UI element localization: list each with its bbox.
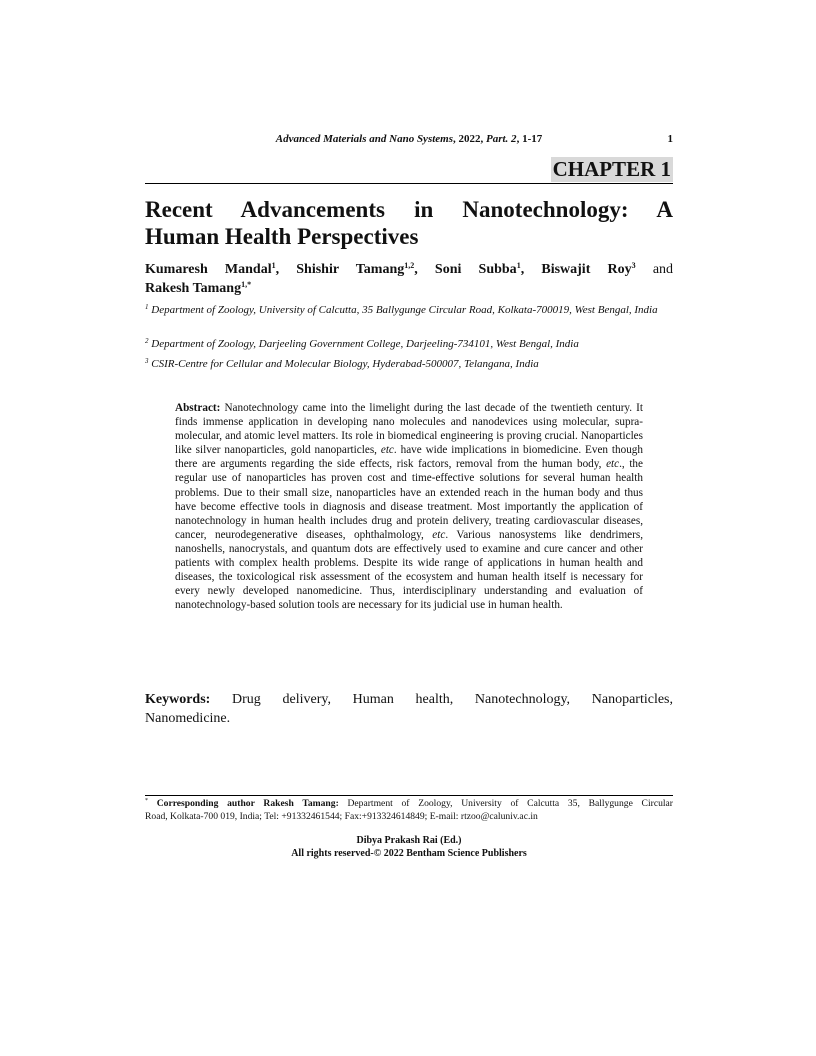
title-line-1: Recent Advancements in Nanotechnology: A: [145, 197, 673, 222]
footnote-text: Department of Zoology, University of Calcutta 35, Ballygunge Circular: [338, 798, 673, 809]
author-name: Soni Subba: [434, 262, 517, 277]
abstract-etc: etc: [606, 458, 620, 471]
affiliation-2: [145, 337, 673, 352]
author-name: Rakesh Tamang: [145, 281, 242, 296]
abstract: [175, 401, 643, 612]
abstract-label: Abstract:: [175, 402, 221, 414]
keywords-line-1: [145, 690, 673, 709]
affiliation-sup: 1: [145, 303, 149, 311]
author-affil-sup: 3: [631, 261, 636, 270]
abstract-text: . Various nanosystems like dendrimers, nanoshells, nanocrystals, and quantum dots are effectively used to examine and cure cancer and other patients with complex health problems. Despite its wide range of applications in human health and diseases, the toxicological risk assessment of the ecosystem and human health itself is necessary for every newly developed nanomedicine. Thus, interdisciplinary understanding and evaluation of nanotechnology-based solution tools are necessary for its judicial use in human health.: [175, 528, 643, 612]
affiliation-1: [145, 303, 673, 318]
affiliation-sup: 2: [145, 337, 149, 345]
keywords-label: Keywords:: [145, 692, 211, 707]
author-name: Shishir Tamang: [296, 262, 405, 277]
rights-line: All rights reserved-© 2022 Bentham Science Publishers: [291, 848, 527, 859]
keywords-text: Drug delivery, Human health, Nanotechnology, Nanoparticles,: [210, 692, 673, 707]
corresponding-author-footnote: [145, 798, 673, 823]
chapter-title: [145, 196, 673, 250]
publisher-block: [145, 834, 673, 860]
affiliation-text: CSIR-Centre for Cellular and Molecular Biology, Hyderabad-500007, Telangana, India: [151, 358, 539, 370]
footnote-line-1: [145, 798, 673, 811]
title-line-2: Human Health Perspectives: [145, 224, 419, 249]
author-line-1: Kumaresh Mandal$^1$, Shishir Tamang$^{1,2}$, Soni Subba$^1$, Biswajit Roy$^3$ and: [145, 261, 674, 277]
running-head: [145, 133, 673, 145]
abstract-text: Nanotechnology came into the limelight during the last decade of the twentieth century. It finds immense application in developing nano molecules and nanodevices using molecular, supra-molecular, and atomic level matters. Its role in biomedical engineering is proving crucial. Nanoparticles like silver nanoparticles, gold nanoparticles,: [175, 402, 643, 457]
footnote-divider: [145, 795, 673, 796]
keywords: [145, 690, 673, 728]
editor-line: Dibya Prakash Rai (Ed.): [356, 835, 462, 846]
author-affil-sup: 1: [516, 261, 521, 270]
affiliation-3: [145, 357, 673, 372]
journal-part: Part. 2: [486, 133, 517, 145]
journal-year: , 2022,: [453, 133, 486, 145]
author-and: and: [652, 262, 674, 277]
keywords-line-2: Nanomedicine.: [145, 711, 231, 726]
footnote-line-2: Road, Kolkata-700 019, India; Tel: +91332461544; Fax:+913324614849; E-mail: rtzoo@caluniv.ac.in: [145, 810, 538, 822]
journal-pages: , 1-17: [516, 133, 543, 145]
affiliation-text: Department of Zoology, Darjeeling Government College, Darjeeling-734101, West Bengal, India: [151, 338, 579, 350]
author-list: [145, 260, 673, 298]
footnote-sup: *: [145, 798, 148, 804]
chapter-divider: [145, 183, 673, 184]
abstract-etc: etc: [432, 528, 446, 541]
author-name: Kumaresh Mandal: [145, 262, 272, 277]
author-line-2: [145, 281, 251, 296]
author-affil-sup: 1,2: [404, 261, 415, 270]
abstract-text: ., the regular use of nanoparticles has proven cost and time-effective solutions for several human health problems. Due to their small size, nanoparticles have an extended reach in the human body and thus have become effective tools in diagnosis and disease treatment. Most importantly the application of nanotechnology in human health includes drug and protein delivery, treating cardiovascular diseases, cancer, neurodegenerative diseases, ophthalmology,: [175, 458, 643, 541]
abstract-etc: etc: [380, 444, 394, 457]
footnote-label: Corresponding author Rakesh Tamang:: [148, 798, 339, 809]
journal-name: Advanced Materials and Nano Systems: [275, 133, 453, 145]
author-affil-sup: 1: [271, 261, 276, 270]
author-name: Biswajit Roy: [541, 262, 632, 277]
abstract-text: . have wide implications in biomedicine. Even though there are arguments regarding the side effects, risk factors, removal from the human body,: [175, 444, 643, 471]
affiliation-text: Department of Zoology, University of Calcutta, 35 Ballygunge Circular Road, Kolkata-700019, West Bengal, India: [151, 304, 658, 316]
affiliation-sup: 3: [145, 357, 149, 365]
author-affil-sup: 1,*: [241, 280, 252, 289]
page-number: 1: [667, 133, 673, 145]
chapter-label: CHAPTER 1: [552, 157, 671, 181]
